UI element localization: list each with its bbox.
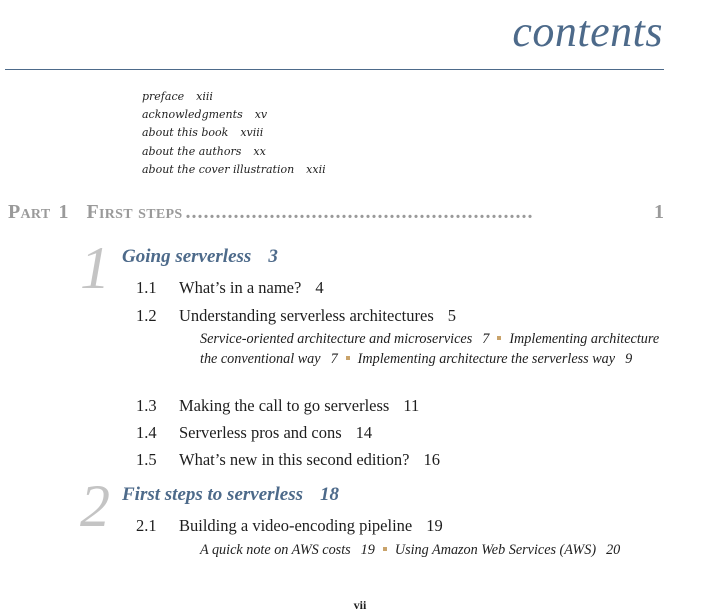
section-number: 1.5 xyxy=(136,450,157,469)
section-page: 19 xyxy=(426,516,443,535)
chapter-title[interactable] xyxy=(122,484,339,506)
section-page: 5 xyxy=(447,306,456,325)
section-title: What’s new in this second edition? xyxy=(179,450,410,469)
section-title: Serverless pros and cons xyxy=(179,423,342,442)
front-matter-page: xv xyxy=(254,108,268,122)
section-number: 1.1 xyxy=(136,278,157,297)
section-page: 11 xyxy=(403,396,420,415)
page-number-footer: vii xyxy=(353,598,367,612)
part-heading[interactable] xyxy=(8,201,664,224)
part-page: 1 xyxy=(654,201,664,223)
subsection-page: 19 xyxy=(360,542,375,558)
front-matter-label: preface xyxy=(142,90,185,103)
subsection-page: 20 xyxy=(606,542,621,558)
section-entry[interactable] xyxy=(136,278,324,298)
subsection-title: Implementing architecture the conventional way xyxy=(200,331,660,367)
part-leader-dots: .......................................................... xyxy=(185,201,534,223)
subsection-title: Using Amazon Web Services (AWS) xyxy=(394,542,597,558)
header-rule xyxy=(5,69,664,70)
front-matter-page: xxii xyxy=(306,162,326,176)
bullet-separator xyxy=(497,336,501,340)
bullet-separator xyxy=(383,547,387,551)
subsection-entry[interactable] xyxy=(358,351,633,367)
bullet-separator xyxy=(346,356,350,360)
front-matter-label: about this book xyxy=(142,126,229,140)
section-page: 16 xyxy=(423,450,440,469)
front-matter-label: about the cover illustration xyxy=(142,162,295,176)
section-entry[interactable] xyxy=(136,396,419,416)
chapter-title-text: First steps to serverless xyxy=(122,484,304,505)
subsection-title: Service-oriented architecture and microservices xyxy=(200,331,473,347)
chapter-number: 2 xyxy=(80,473,110,539)
chapter-page: 18 xyxy=(320,484,340,505)
section-entry[interactable] xyxy=(136,423,372,443)
front-matter-page: xiii xyxy=(196,90,213,103)
subsection-page: 7 xyxy=(482,331,490,347)
front-matter-item[interactable] xyxy=(142,106,326,124)
subsection-page: 7 xyxy=(330,351,338,367)
chapter-title-text: Going serverless xyxy=(122,246,252,267)
part-title: First steps xyxy=(86,201,183,223)
front-matter-item[interactable] xyxy=(142,143,326,161)
section-page: 4 xyxy=(315,278,324,297)
subsection-title: A quick note on AWS costs xyxy=(200,542,351,558)
section-number: 1.4 xyxy=(136,423,157,442)
section-entry[interactable] xyxy=(136,306,456,326)
subsection-entry[interactable] xyxy=(200,331,489,347)
front-matter-list xyxy=(142,88,326,179)
front-matter-label: about the authors xyxy=(142,144,242,158)
part-number: 1 xyxy=(58,201,69,223)
section-number: 2.1 xyxy=(136,516,157,535)
subsection-list xyxy=(200,329,670,369)
subsection-list xyxy=(200,540,670,560)
section-page: 14 xyxy=(355,423,373,442)
subsection-page: 9 xyxy=(625,351,633,367)
section-title: Building a video-encoding pipeline xyxy=(179,516,413,535)
chapter-page: 3 xyxy=(268,246,278,267)
front-matter-item[interactable] xyxy=(142,124,326,142)
chapter-title[interactable] xyxy=(122,246,278,268)
section-entry[interactable] xyxy=(136,450,440,470)
section-title: Understanding serverless architectures xyxy=(179,306,434,325)
section-title: What’s in a name? xyxy=(179,278,302,297)
section-entry[interactable] xyxy=(136,516,443,536)
front-matter-item[interactable] xyxy=(142,161,326,179)
front-matter-page: xx xyxy=(253,144,266,158)
part-label: Part xyxy=(8,201,51,223)
subsection-entry[interactable] xyxy=(200,542,375,558)
subsection-title: Implementing architecture the serverless way xyxy=(357,351,616,367)
front-matter-item[interactable] xyxy=(142,88,326,106)
section-title: Making the call to go serverless xyxy=(179,396,390,415)
section-number: 1.3 xyxy=(136,396,157,415)
subsection-entry[interactable] xyxy=(395,542,620,558)
section-number: 1.2 xyxy=(136,306,157,325)
chapter-number: 1 xyxy=(80,235,110,301)
page-title: contents xyxy=(512,7,663,56)
front-matter-label: acknowledgments xyxy=(142,108,243,122)
front-matter-page: xviii xyxy=(240,126,264,140)
